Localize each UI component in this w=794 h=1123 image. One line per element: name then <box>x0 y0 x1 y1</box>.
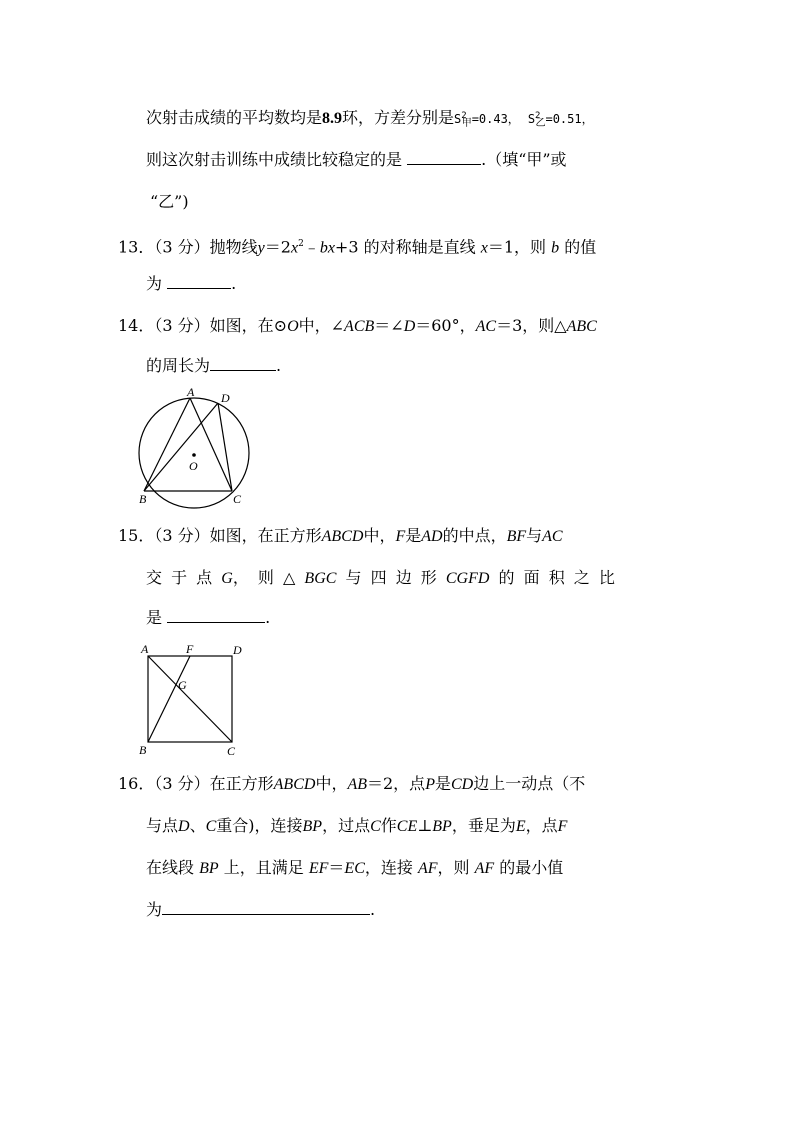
var-ab: AB <box>347 776 367 793</box>
var-x: x <box>480 239 488 257</box>
q16-text4: 为 <box>146 900 163 919</box>
q14-text2: 的周长为 <box>146 356 211 375</box>
q14-figure <box>130 385 260 515</box>
var-bp: BP <box>199 860 219 877</box>
var-acb: ACB <box>344 318 375 335</box>
q16-text: 是 <box>434 774 451 793</box>
q14-text: ＝60°， <box>415 316 476 335</box>
q16-text2: 作 <box>380 816 397 835</box>
q15-figure <box>136 638 248 760</box>
segment-cd <box>218 403 232 491</box>
segment-ac <box>148 656 232 742</box>
q15-text3: 是 <box>146 608 163 627</box>
q14-text: ＝∠ <box>374 316 404 335</box>
q16-text: （3 分）在正方形 <box>154 774 274 793</box>
q13-answer-blank[interactable] <box>167 274 231 289</box>
eq-sup: 2 <box>298 239 304 249</box>
var-cd: CD <box>450 776 474 793</box>
var-x: x <box>290 239 299 257</box>
s-sup: 2 <box>535 111 541 121</box>
q12-text: 次射击成绩的平均数均是 <box>146 108 323 127</box>
q15-line1 <box>118 526 563 547</box>
s-label: S <box>527 112 536 126</box>
q16-answer-blank[interactable] <box>162 900 370 915</box>
var-o: O <box>287 318 299 335</box>
var-af: AF <box>474 860 495 877</box>
q16-text3: ＝ <box>328 858 345 877</box>
label-a: A <box>141 642 149 656</box>
var-b: b <box>551 239 560 257</box>
q12-line3 <box>150 192 189 212</box>
var-bp: BP <box>432 818 452 835</box>
label-d: D <box>233 643 242 657</box>
q16-text3: 的最小值 <box>499 858 564 877</box>
var-p: P <box>425 776 435 793</box>
var-e: E <box>515 818 526 835</box>
q12-variance-jia <box>454 106 520 131</box>
q16-line4 <box>146 900 375 920</box>
q16-text3: ，则 <box>437 858 470 877</box>
var-f: F <box>557 818 568 835</box>
eq-part: ＝1，则 <box>487 237 546 257</box>
q16-number: 16． <box>118 774 155 793</box>
label-b: B <box>139 743 147 757</box>
s-sub: 乙 <box>535 118 546 129</box>
q13-end: . <box>231 274 237 293</box>
q15-text: 是 <box>405 526 422 545</box>
q15-text2: 与 四 边 形 <box>345 568 437 587</box>
var-ac: AC <box>475 318 497 335</box>
q16-line1 <box>118 774 585 795</box>
q15-answer-blank[interactable] <box>167 608 265 623</box>
var-bgc: BGC <box>304 570 337 587</box>
q12-tail2: .（填“甲”或 <box>481 150 567 169</box>
center-point <box>192 453 196 457</box>
q12-line1 <box>146 106 594 131</box>
label-d: D <box>221 391 230 405</box>
label-c: C <box>233 492 242 506</box>
q15-number: 15． <box>118 526 155 545</box>
q15-text2: 交 于 点 <box>146 568 213 587</box>
var-ac: AC <box>542 528 563 545</box>
s-label: S <box>454 112 462 126</box>
label-b: B <box>139 492 147 506</box>
q16-line2 <box>146 816 567 837</box>
q16-text3: 在线段 <box>146 858 195 877</box>
q16-text2: 重合)，连接 <box>216 816 303 835</box>
q12-text2: 则这次射击训练中成绩比较稳定的是 <box>146 150 403 169</box>
q15-text: （3 分）如图，在正方形 <box>154 526 322 545</box>
q16-line3 <box>146 858 563 879</box>
q14-text: 中，∠ <box>298 316 345 335</box>
q14-text: （3 分）如图，在⊙ <box>154 316 288 335</box>
q15-text: 与 <box>526 526 543 545</box>
q16-text: 边上一动点（不 <box>473 774 586 793</box>
q13-line1 <box>118 234 596 258</box>
q16-text: ＝2，点 <box>367 774 426 793</box>
q14-number: 14． <box>118 316 155 335</box>
s-val: =0.51， <box>545 112 594 126</box>
label-a: A <box>187 385 195 399</box>
q12-text3: “乙”) <box>150 192 189 211</box>
q16-text2: 、 <box>189 816 206 835</box>
var-b: b <box>319 239 328 257</box>
s-val: =0.43， <box>471 112 520 126</box>
var-d: D <box>403 318 416 335</box>
s-sub: 甲 <box>461 118 472 129</box>
var-f: F <box>395 528 406 545</box>
var-g: G <box>221 570 233 587</box>
q15-line2 <box>146 568 615 589</box>
q13-tail: 的值 <box>564 237 597 257</box>
var-x: x <box>327 239 335 257</box>
var-ef: EF <box>308 860 329 877</box>
q16-text2: 与点 <box>146 816 179 835</box>
eq-part: +3 的对称轴是直线 <box>334 237 476 257</box>
var-af: AF <box>417 860 438 877</box>
q16-end: . <box>370 900 376 919</box>
q16-text2: ⊥ <box>417 816 433 835</box>
var-bf: BF <box>506 528 527 545</box>
q13-line2 <box>146 274 236 294</box>
q16-text: 中， <box>315 774 348 793</box>
q14-line1 <box>118 316 597 337</box>
q16-text3: 上，且满足 <box>223 858 304 877</box>
q16-text2: ，垂足为 <box>451 816 516 835</box>
q15-end: . <box>265 608 271 627</box>
label-c: C <box>227 744 236 758</box>
label-g: G <box>178 678 187 692</box>
var-bp: BP <box>302 818 323 835</box>
q16-text2: ，点 <box>525 816 558 835</box>
segment-bf <box>148 656 190 742</box>
q14-answer-blank[interactable] <box>210 356 276 371</box>
q13-number: 13． <box>118 237 155 257</box>
var-cgfd: CGFD <box>445 570 490 587</box>
q14-text: ＝3，则△ <box>496 316 567 335</box>
eq-part: ﹣ <box>303 237 320 257</box>
eq-part: ＝2 <box>264 237 291 257</box>
q15-text: 中， <box>363 526 396 545</box>
var-abcd: ABCD <box>273 776 316 793</box>
q16-text2: ，过点 <box>322 816 371 835</box>
var-c: C <box>205 818 217 835</box>
q12-variance-yi <box>528 106 594 131</box>
var-abc: ABC <box>566 318 597 335</box>
var-y: y <box>257 239 265 257</box>
label-f: F <box>186 642 194 656</box>
q12-answer-blank[interactable] <box>407 150 481 165</box>
q12-mean: 8.9 <box>322 110 343 127</box>
q15-text: 的中点， <box>442 526 507 545</box>
q13-text2: 为 <box>146 274 163 293</box>
q15-text2: ， 则 △ <box>232 568 296 587</box>
q15-text2: 的 面 积 之 比 <box>498 568 615 587</box>
q12-line2 <box>146 150 567 170</box>
var-ce: CE <box>396 818 418 835</box>
label-o: O <box>189 459 198 473</box>
var-c: C <box>370 818 381 835</box>
var-d: D <box>178 818 190 835</box>
q15-line3 <box>146 608 270 628</box>
q13-text: （3 分）抛物线 <box>154 237 258 257</box>
q14-end: . <box>276 356 282 375</box>
var-abcd: ABCD <box>321 528 364 545</box>
var-ec: EC <box>344 860 365 877</box>
q12-tail: 环，方差分别是 <box>342 108 455 127</box>
var-ad: AD <box>421 528 443 545</box>
q14-line2 <box>146 356 281 376</box>
q16-text3: ，连接 <box>364 858 413 877</box>
s-sup: 2 <box>461 111 467 121</box>
